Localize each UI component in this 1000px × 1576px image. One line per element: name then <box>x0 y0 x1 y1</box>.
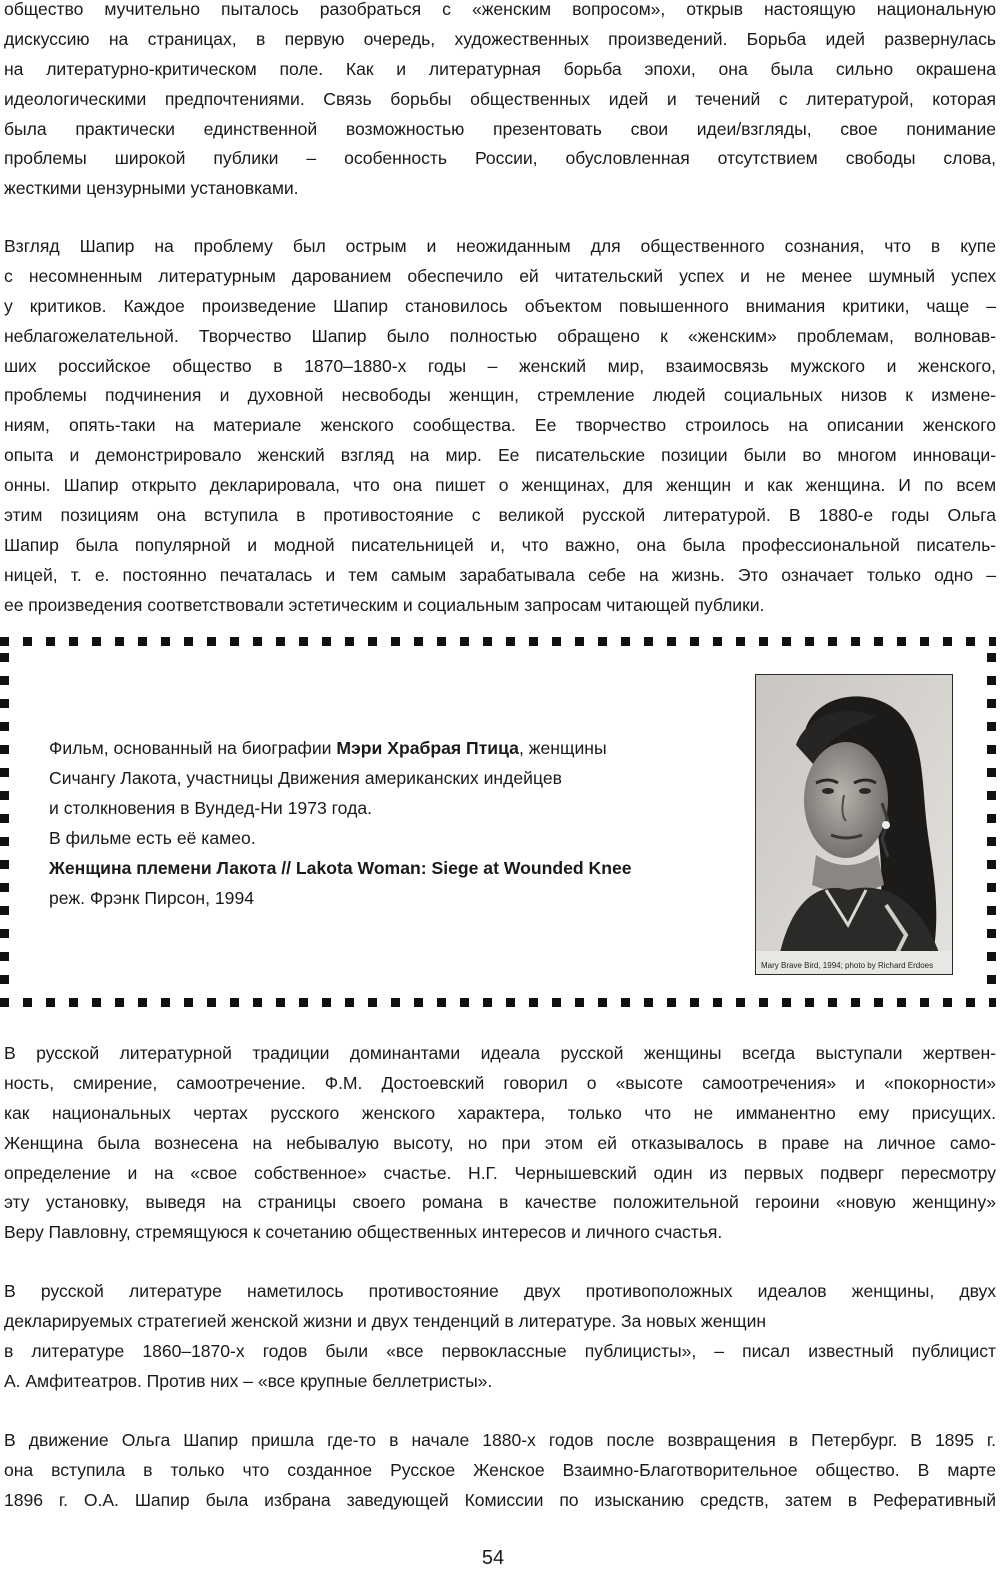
text-line: проблемы подчинения и духовной несвободы женщин, стремление людей социальных низов к измене- <box>4 385 996 406</box>
text-line: ниям, опять-таки на материале женского сообщества. Ее творчество строилось на описании женского <box>4 415 996 436</box>
text-line: дискуссию на страницах, в первую очередь, художественных произведений. Борьба идей развернулась <box>4 28 996 49</box>
text-line: была практически единственной возможностью презентовать свои идеи/взгляды, свое понимание <box>4 118 996 139</box>
text-line: Женщина была вознесена на небывалую высоту, но при этом ей отказывалось в праве на личное само- <box>4 1132 996 1153</box>
film-subject-name: Мэри Храбрая Птица <box>336 738 519 758</box>
text-line: этим позициям она вступила в противостояние с великой русской литературой. В 1880-е годы Ольга <box>4 505 996 526</box>
text-line: общество мучительно пыталось разобраться с «женским вопросом», открыв настоящую национальную <box>4 0 996 19</box>
text-line: у критиков. Каждое произведение Шапир становилось объектом повышенного внимания критики, чаще – <box>4 295 996 316</box>
dashed-border-left <box>0 653 9 993</box>
text-line: ших российское общество в 1870–1880-х годы – женский мир, взаимосвязь мужского и женского, <box>4 355 996 376</box>
text-line: как национальных чертах русского женского характера, только что не имманентно ему присущих. <box>4 1102 996 1123</box>
text-line: онны. Шапир открыто декларировала, что она пишет о женщинах, для женщин и как женщина. И по всем <box>4 475 996 496</box>
text-line: идеологическими предпочтениями. Связь борьбы общественных идей и течений с литературой, которая <box>4 88 996 109</box>
portrait-photo <box>755 674 953 975</box>
text-line: Веру Павловну, стремящуюся к сочетанию общественных интересов и личного счастья. <box>4 1222 723 1243</box>
dashed-border-right <box>987 653 996 993</box>
page-number: 54 <box>481 1547 505 1569</box>
text-line: с несомненным литературным дарованием обеспечило ей читательский успех и не менее шумный успех <box>4 265 996 286</box>
text-line: Шапир была популярной и модной писательницей и, что важно, она была профессиональной писатель- <box>4 534 996 555</box>
paragraph-5 <box>4 1426 996 1516</box>
portrait-illustration <box>756 675 952 974</box>
paragraph-3 <box>4 1039 996 1248</box>
text-line: А. Амфитеатров. Против них – «все крупные беллетристы». <box>4 1370 493 1391</box>
text-line: неблагожелательной. Творчество Шапир было полностью обращено к «женским» проблемам, волновав- <box>4 325 996 346</box>
text-line: в литературе 1860–1870-х годов были «все первоклассные публицисты», – писал известный публицист <box>4 1340 996 1361</box>
paragraph-2 <box>4 232 996 621</box>
text-line: ницей, т. е. постоянно печаталась и тем самым зарабатывала себе на жизнь. Это означает только одно – <box>4 564 996 585</box>
text-line: ность, смирение, самоотречение. Ф.М. Достоевский говорил о «высоте самоотречения» и «покорности» <box>4 1072 996 1093</box>
text-line: жесткими цензурными установками. <box>4 178 299 199</box>
text-line: Взгляд Шапир на проблему был острым и неожиданным для общественного сознания, что в купе <box>4 236 996 256</box>
text-line: В движение Ольга Шапир пришла где-то в начале 1880-х годов после возвращения в Петербург. В 1895 г. <box>4 1430 996 1450</box>
dashed-border-bottom <box>0 998 996 1007</box>
text-line: В русской литературной традиции доминантами идеала русской женщины всегда выступали жертвен- <box>4 1043 996 1063</box>
film-director: реж. Фрэнк Пирсон, 1994 <box>49 888 255 908</box>
film-info-box <box>0 637 996 1007</box>
film-line-2: Сичангу Лакота, участницы Движения американских индейцев <box>49 768 563 788</box>
text-line: 1896 г. О.А. Шапир была избрана заведующей Комиссии по изысканию средств, затем в Реферативный <box>4 1489 996 1510</box>
text-line: определение и на «свое собственное» счастье. Н.Г. Чернышевский один из первых подверг пересмотру <box>4 1162 996 1183</box>
text-line: декларируемых стратегией женской жизни и двух тенденций в литературе. За новых женщин <box>4 1310 767 1331</box>
film-line-1 <box>49 733 739 763</box>
text-line: ее произведения соответствовали эстетическим и социальным запросам читающей публики. <box>4 594 765 615</box>
text-line: эту установку, выведя на страницы своего романа в качестве положительной героини «новую женщину» <box>4 1192 996 1213</box>
text-line: она вступила в только что созданное Русское Женское Взаимно-Благотворительное общество. В марте <box>4 1459 996 1480</box>
film-line-1-suffix: , женщины <box>518 738 607 758</box>
photo-caption: Mary Brave Bird, 1994; photo by Richard Erdoes <box>761 961 934 970</box>
film-line-4: В фильме есть её камео. <box>49 828 256 848</box>
paragraph-1 <box>4 0 996 204</box>
text-line: проблемы широкой публики – особенность России, обусловленная отсутствием свободы слова, <box>4 148 996 169</box>
film-line-1-prefix: Фильм, основанный на биографии <box>49 738 337 758</box>
dashed-border-top <box>0 637 996 646</box>
film-title: Женщина племени Лакота // Lakota Woman: Siege at Wounded Knee <box>49 858 632 878</box>
text-line: опыта и демонстрировало женский взгляд на мир. Ее писательские позиции были во многом инноваци- <box>4 445 996 466</box>
film-description <box>49 733 739 913</box>
paragraph-4 <box>4 1277 996 1397</box>
film-line-3: и столкновения в Вундед-Ни 1973 года. <box>49 798 373 818</box>
text-line: на литературно-критическом поле. Как и литературная борьба эпохи, она была сильно окрашена <box>4 58 996 79</box>
text-line: В русской литературе наметилось противостояние двух противоположных идеалов женщины, двух <box>4 1281 996 1301</box>
